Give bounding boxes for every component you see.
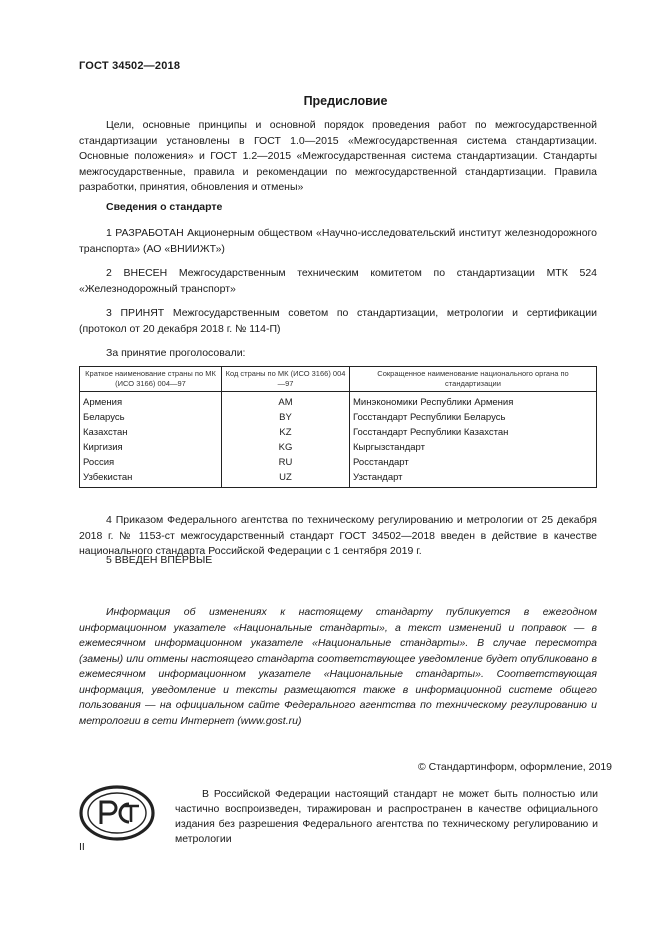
country-cell: Казахстан (80, 425, 222, 440)
country-cell: Россия (80, 455, 222, 470)
body-cell: Кыргызстандарт (350, 440, 597, 455)
table-row (80, 410, 597, 425)
code-cell: AM (222, 392, 350, 411)
country-cell: Узбекистан (80, 470, 222, 488)
item-developed: 1 РАЗРАБОТАН Акционерным обществом «Научно-исследовательский институт железнодорожного транспорта» (АО «ВНИИЖТ») (79, 227, 597, 255)
intro-paragraph: Цели, основные принципы и основной порядок проведения работ по межгосударственной стандартизации установлены в ГОСТ 1.0—2015 «Межгосударственная система стандартизации. Основные положения» и ГОСТ 1.2—2015 «Межгосударственная система стандартизации. Стандарты межгосударственные, правила и рекомендации по межгосударственной стандартизации. Правила разработки, принятия, обновления и отмены» (79, 119, 597, 193)
body-cell: Госстандарт Республики Беларусь (350, 410, 597, 425)
document-code: ГОСТ 34502—2018 (79, 60, 181, 72)
info-note: Информация об изменениях к настоящему стандарту публикуется в ежегодном информационном указателе «Национальные стандарты», а текст изменений и поправок — в ежемесячном информационном указателе «Национальные стандарты». В случае пересмотра (замены) или отмены настоящего стандарта соответствующее уведомление будет опубликовано в ежемесячном информационном указателе «Национальные стандарты». Соответствующая информация, уведомление и тексты размещаются также в информационной системе общего пользования — на официальном сайте Федерального агентства по техническому регулированию и метрологии в сети Интернет (www.gost.ru) (79, 606, 597, 727)
column-header-code: Код страны по МК (ИСО 3166) 004—97 (222, 367, 350, 392)
voting-table (79, 366, 597, 488)
body-cell: Узстандарт (350, 470, 597, 488)
table-row (80, 455, 597, 470)
code-cell: RU (222, 455, 350, 470)
item-introduced: 2 ВНЕСЕН Межгосударственным техническим комитетом по стандартизации МТК 524 «Железнодорожный транспорт» (79, 267, 597, 295)
item-order: 4 Приказом Федерального агентства по техническому регулированию и метрологии от 25 декабря 2018 г. № 1153-ст межгосударственный стандарт ГОСТ 34502—2018 введен в действие в качестве национального стандарта Российской Федерации с 1 сентября 2019 г. (79, 514, 597, 557)
section-heading: Сведения о стандарте (106, 201, 223, 213)
column-header-country: Краткое наименование страны по МК (ИСО 3166) 004—97 (80, 367, 222, 392)
code-cell: KG (222, 440, 350, 455)
reproduction-notice: В Российской Федерации настоящий стандарт не может быть полностью или частично воспроизведен, тиражирован и распространен в качестве официального издания без разрешения Федерального агентства по техническому регулированию и метрологии (175, 788, 598, 845)
code-cell: KZ (222, 425, 350, 440)
voted-label: За принятие проголосовали: (106, 347, 246, 359)
item-adopted: 3 ПРИНЯТ Межгосударственным советом по стандартизации, метрологии и сертификации (протокол от 20 декабря 2018 г. № 114-П) (79, 307, 597, 335)
table-row (80, 440, 597, 455)
country-cell: Киргизия (80, 440, 222, 455)
page-number: II (79, 841, 85, 853)
table-row (80, 425, 597, 440)
copyright: © Стандартинформ, оформление, 2019 (417, 761, 612, 773)
table-row (80, 392, 597, 411)
code-cell: UZ (222, 470, 350, 488)
table-header-row (80, 367, 597, 392)
country-cell: Армения (80, 392, 222, 411)
body-cell: Росстандарт (350, 455, 597, 470)
item-first: 5 ВВЕДЕН ВПЕРВЫЕ (106, 554, 213, 566)
code-cell: BY (222, 410, 350, 425)
rst-logo-icon (79, 784, 159, 842)
column-header-body: Сокращенное наименование национального органа по стандартизации (350, 367, 597, 392)
country-cell: Беларусь (80, 410, 222, 425)
page-title: Предисловие (303, 94, 388, 108)
body-cell: Минэкономики Республики Армения (350, 392, 597, 411)
body-cell: Госстандарт Республики Казахстан (350, 425, 597, 440)
table-row (80, 470, 597, 488)
